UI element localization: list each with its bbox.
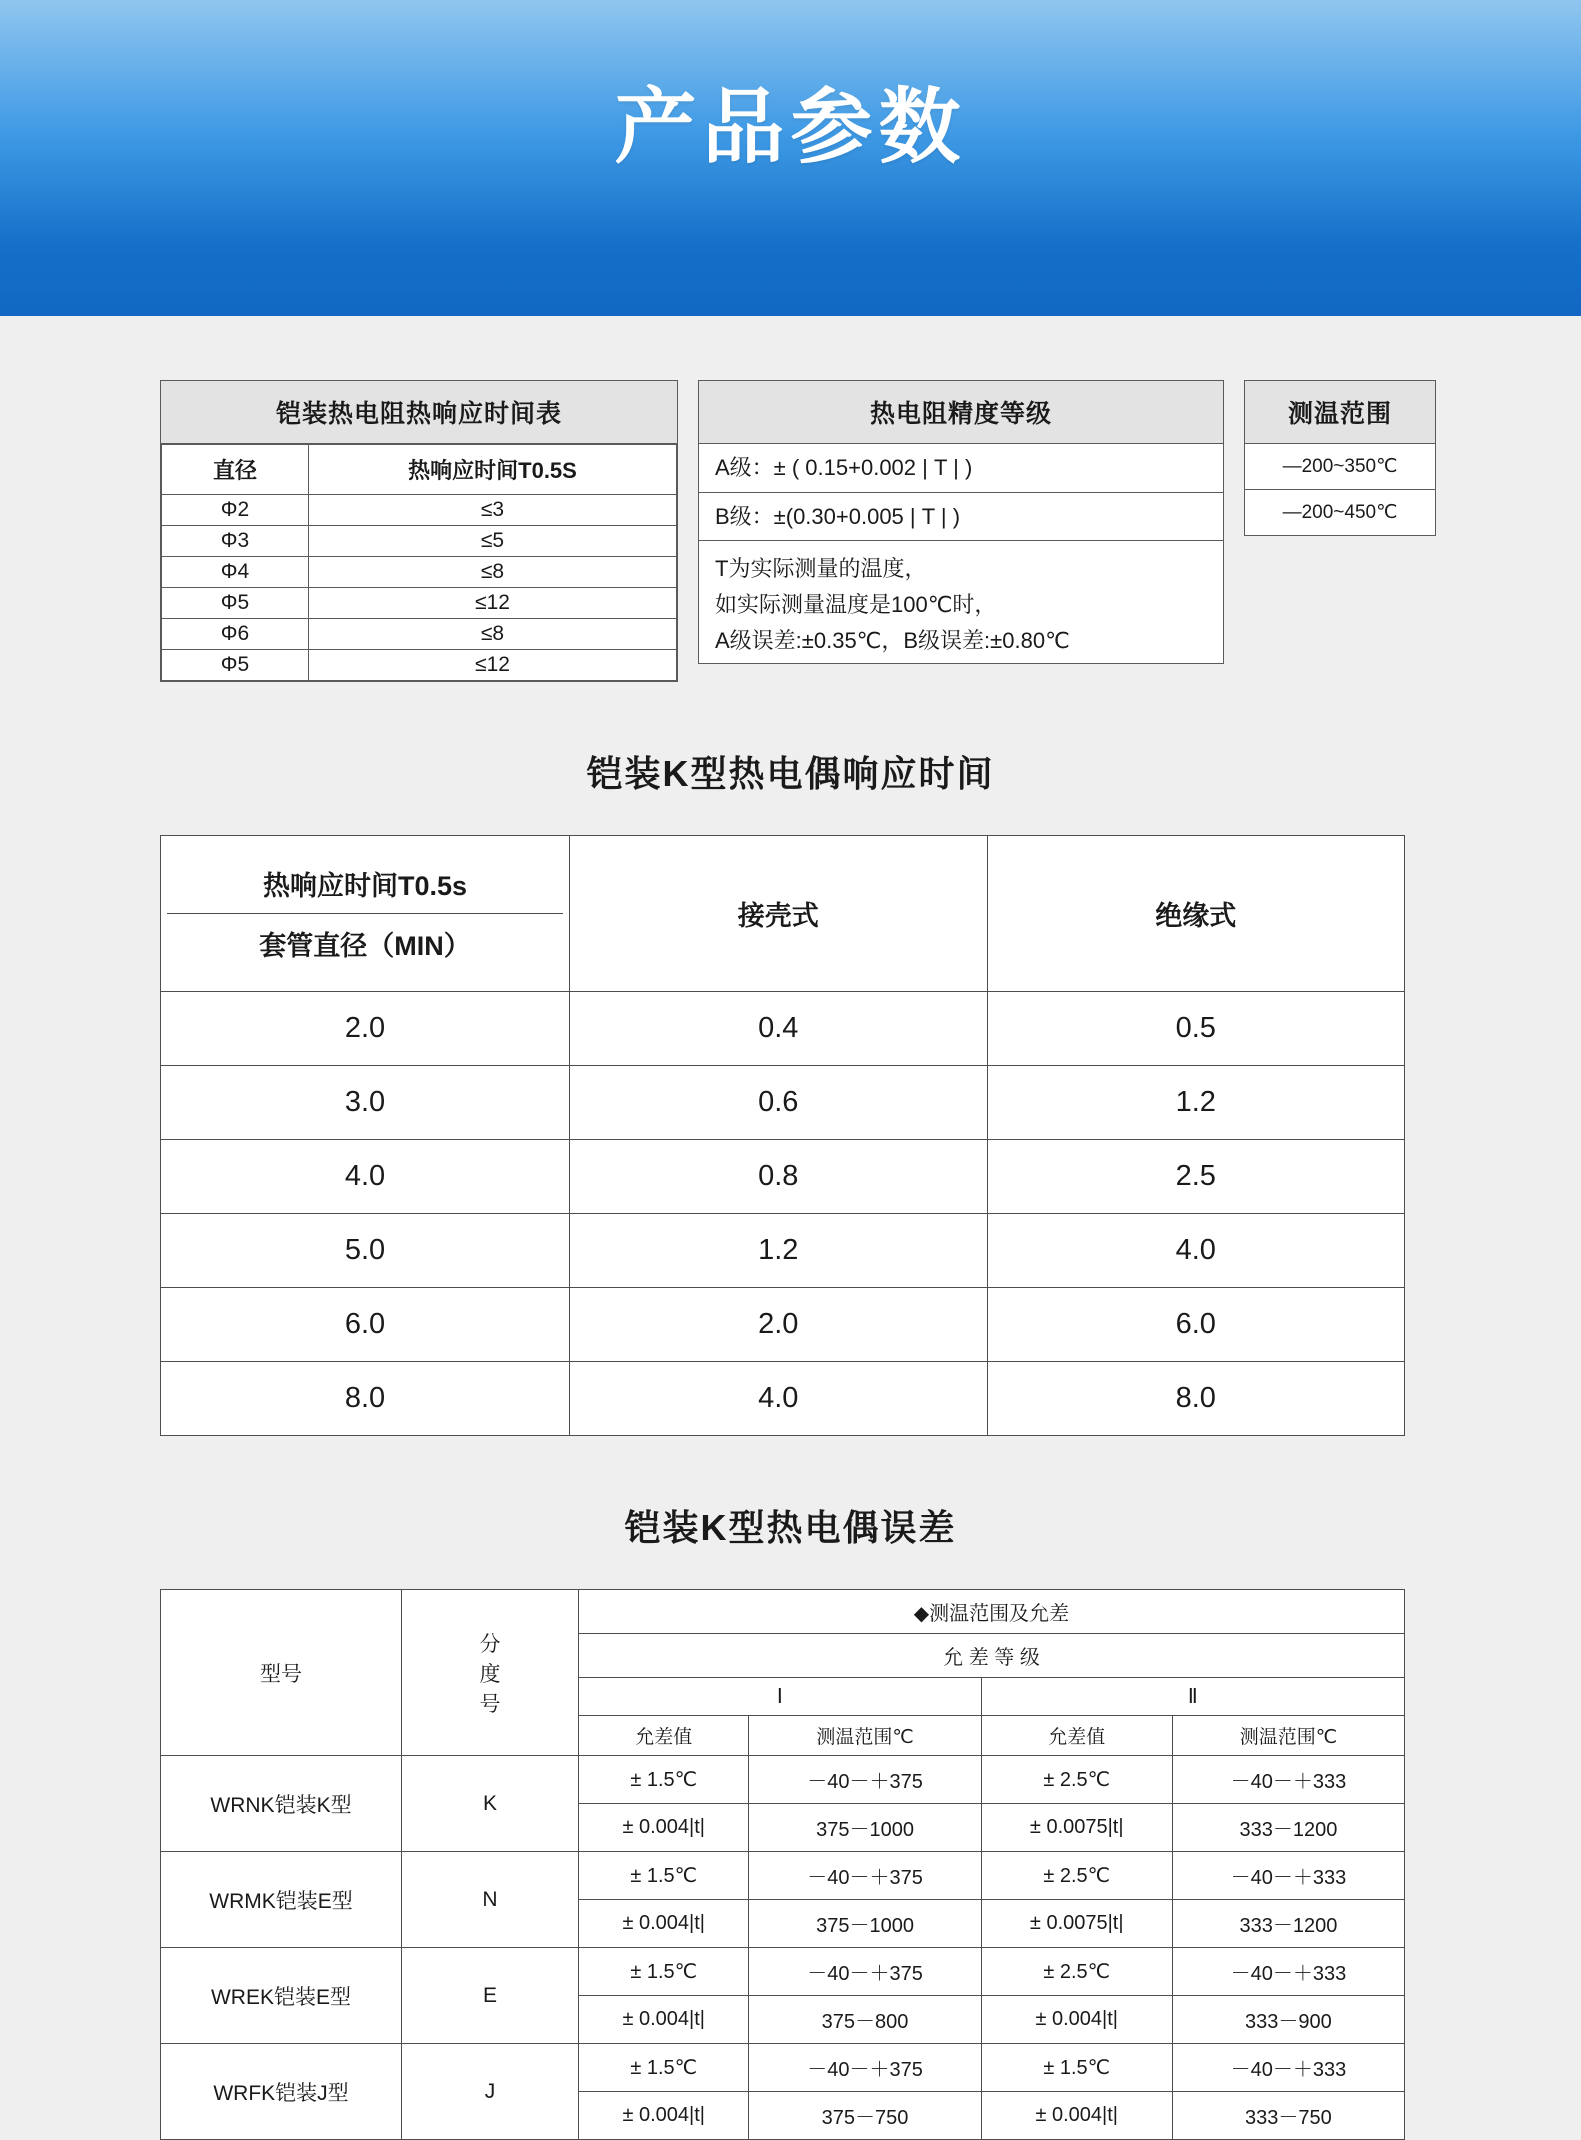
cell-model: WRNK铠装K型 [161, 1756, 402, 1852]
cell-insulated: 4.0 [987, 1214, 1405, 1288]
cell-tolerance-1: ± 1.5℃ [579, 1948, 749, 1996]
table-row [161, 1362, 1405, 1436]
rtd-accuracy-body [699, 444, 1223, 663]
cell-time: ≤3 [309, 495, 677, 526]
table-row [161, 1756, 1405, 1804]
cell-tolerance-1: ± 1.5℃ [579, 1756, 749, 1804]
table-row [162, 557, 677, 588]
cell-range-2: 333－750 [1172, 2092, 1404, 2140]
cell-diameter: 8.0 [161, 1362, 570, 1436]
header-left-cell [161, 836, 570, 992]
page-title: 产品参数 [614, 82, 967, 173]
table-row [162, 588, 677, 619]
cell-range-2: 333－900 [1172, 1996, 1404, 2044]
cell-insulated: 6.0 [987, 1288, 1405, 1362]
table-row [162, 650, 677, 681]
cell-range-2: －40－＋333 [1172, 1756, 1404, 1804]
cell-grade: E [402, 1948, 579, 2044]
header-tolerance-value-1: 允差值 [579, 1716, 749, 1756]
table-row [161, 2044, 1405, 2092]
cell-range-2: －40－＋333 [1172, 1852, 1404, 1900]
header-insulated: 绝缘式 [987, 836, 1405, 992]
cell-tolerance-2: ± 2.5℃ [981, 1948, 1172, 1996]
k-type-error-table [160, 1589, 1405, 2140]
cell-tolerance-2: ± 2.5℃ [981, 1852, 1172, 1900]
cell-range-1: 375－1000 [749, 1900, 981, 1948]
header-response-time: 热响应时间T0.5s [167, 854, 563, 914]
cell-tolerance-1: ± 1.5℃ [579, 2044, 749, 2092]
table-row [162, 495, 677, 526]
header-class-2: Ⅱ [981, 1678, 1404, 1716]
cell-model: WRMK铠装E型 [161, 1852, 402, 1948]
table-row [161, 1948, 1405, 1996]
cell-grade: K [402, 1756, 579, 1852]
grade-note-line-3: A级误差:±0.35℃，B级误差:±0.80℃ [715, 627, 1070, 653]
rtd-accuracy-box [698, 380, 1224, 664]
cell-tolerance-2: ± 0.004|t| [981, 2092, 1172, 2140]
cell-diameter: 6.0 [161, 1288, 570, 1362]
header-range-1: 测温范围℃ [749, 1716, 981, 1756]
cell-tolerance-1: ± 1.5℃ [579, 1852, 749, 1900]
table-header-row [161, 836, 1405, 992]
cell-grounded: 0.4 [570, 992, 988, 1066]
cell-range-1: 375－800 [749, 1996, 981, 2044]
header-range-and-tolerance: ◆测温范围及允差 [579, 1590, 1405, 1634]
cell-insulated: 2.5 [987, 1140, 1405, 1214]
rtd-accuracy-title: 热电阻精度等级 [699, 381, 1223, 444]
cell-insulated: 1.2 [987, 1066, 1405, 1140]
cell-time: ≤12 [309, 650, 677, 681]
cell-grounded: 2.0 [570, 1288, 988, 1362]
cell-time: ≤8 [309, 619, 677, 650]
grade-note-line-2: 如实际测量温度是100℃时， [715, 591, 997, 617]
table-header-row [162, 445, 677, 495]
cell-range-1: －40－＋375 [749, 1756, 981, 1804]
header-grounded: 接壳式 [570, 836, 988, 992]
cell-diameter: 4.0 [161, 1140, 570, 1214]
grade-note [699, 541, 1223, 663]
cell-tolerance-2: ± 0.0075|t| [981, 1900, 1172, 1948]
col-diameter: 直径 [162, 445, 309, 495]
cell-range-2: 333－1200 [1172, 1804, 1404, 1852]
section-title-error: 铠装K型热电偶误差 [624, 1507, 957, 1548]
col-response-time: 热响应时间T0.5S [309, 445, 677, 495]
grade-b-line: B级：±(0.30+0.005 | T | ) [699, 493, 1223, 542]
cell-grounded: 0.6 [570, 1066, 988, 1140]
k-response-table-wrap [0, 835, 1581, 1436]
cell-range-1: 375－750 [749, 2092, 981, 2140]
cell-range-2: －40－＋333 [1172, 1948, 1404, 1996]
cell-grounded: 4.0 [570, 1362, 988, 1436]
table-row [161, 992, 1405, 1066]
table-row [161, 1288, 1405, 1362]
cell-diameter: Φ2 [162, 495, 309, 526]
cell-diameter: 2.0 [161, 992, 570, 1066]
header-model: 型号 [161, 1590, 402, 1756]
cell-model: WREK铠装E型 [161, 1948, 402, 2044]
table-row [161, 1066, 1405, 1140]
top-info-row [0, 316, 1581, 682]
header-class-1: Ⅰ [579, 1678, 982, 1716]
table-header-row [161, 1590, 1405, 1634]
cell-time: ≤12 [309, 588, 677, 619]
cell-range-2: －40－＋333 [1172, 2044, 1404, 2092]
table-row [161, 1140, 1405, 1214]
cell-grounded: 0.8 [570, 1140, 988, 1214]
header-tolerance-class: 允 差 等 级 [579, 1634, 1405, 1678]
cell-grounded: 1.2 [570, 1214, 988, 1288]
cell-grade: N [402, 1852, 579, 1948]
header-grade-line-1: 分 [479, 1632, 501, 1656]
cell-tolerance-2: ± 2.5℃ [981, 1756, 1172, 1804]
header-sheath-diameter: 套管直径（MIN） [259, 931, 471, 961]
cell-diameter: 3.0 [161, 1066, 570, 1140]
cell-time: ≤8 [309, 557, 677, 588]
cell-tolerance-1: ± 0.004|t| [579, 1900, 749, 1948]
cell-tolerance-1: ± 0.004|t| [579, 1996, 749, 2044]
rtd-response-time-title: 铠装热电阻热响应时间表 [161, 381, 677, 444]
header-grade-line-3: 号 [479, 1692, 501, 1716]
cell-range-1: －40－＋375 [749, 2044, 981, 2092]
cell-range-2: 333－1200 [1172, 1900, 1404, 1948]
temperature-range-row: —200~350℃ [1245, 444, 1435, 490]
rtd-response-time-box [160, 380, 678, 682]
cell-insulated: 0.5 [987, 992, 1405, 1066]
cell-diameter: 5.0 [161, 1214, 570, 1288]
table-row [162, 619, 677, 650]
cell-tolerance-2: ± 0.0075|t| [981, 1804, 1172, 1852]
header-grade-number [402, 1590, 579, 1756]
cell-time: ≤5 [309, 526, 677, 557]
temperature-range-row: —200~450℃ [1282, 502, 1398, 523]
k-type-response-table [160, 835, 1405, 1436]
cell-tolerance-2: ± 1.5℃ [981, 2044, 1172, 2092]
cell-model: WRFK铠装J型 [161, 2044, 402, 2140]
cell-grade: J [402, 2044, 579, 2140]
cell-tolerance-1: ± 0.004|t| [579, 1804, 749, 1852]
rtd-response-time-table [161, 444, 677, 681]
section-title-response-time: 铠装K型热电偶响应时间 [586, 753, 995, 794]
cell-diameter: Φ3 [162, 526, 309, 557]
header-range-2: 测温范围℃ [1172, 1716, 1404, 1756]
cell-diameter: Φ5 [162, 588, 309, 619]
cell-tolerance-2: ± 0.004|t| [981, 1996, 1172, 2044]
page-banner [0, 0, 1581, 316]
k-error-table-wrap [0, 1589, 1581, 2140]
cell-tolerance-1: ± 0.004|t| [579, 2092, 749, 2140]
cell-diameter: Φ4 [162, 557, 309, 588]
cell-range-1: －40－＋375 [749, 1948, 981, 1996]
temperature-range-box [1244, 380, 1436, 536]
cell-range-1: 375－1000 [749, 1804, 981, 1852]
header-tolerance-value-2: 允差值 [981, 1716, 1172, 1756]
cell-insulated: 8.0 [987, 1362, 1405, 1436]
grade-note-line-1: T为实际测量的温度， [715, 556, 927, 581]
cell-diameter: Φ5 [162, 650, 309, 681]
temperature-range-title: 测温范围 [1245, 381, 1435, 444]
table-row [161, 1214, 1405, 1288]
cell-range-1: －40－＋375 [749, 1852, 981, 1900]
table-row [162, 526, 677, 557]
grade-a-line: A级：± ( 0.15+0.002 | T | ) [699, 444, 1223, 493]
table-row [161, 1852, 1405, 1900]
cell-diameter: Φ6 [162, 619, 309, 650]
header-grade-line-2: 度 [479, 1662, 501, 1686]
